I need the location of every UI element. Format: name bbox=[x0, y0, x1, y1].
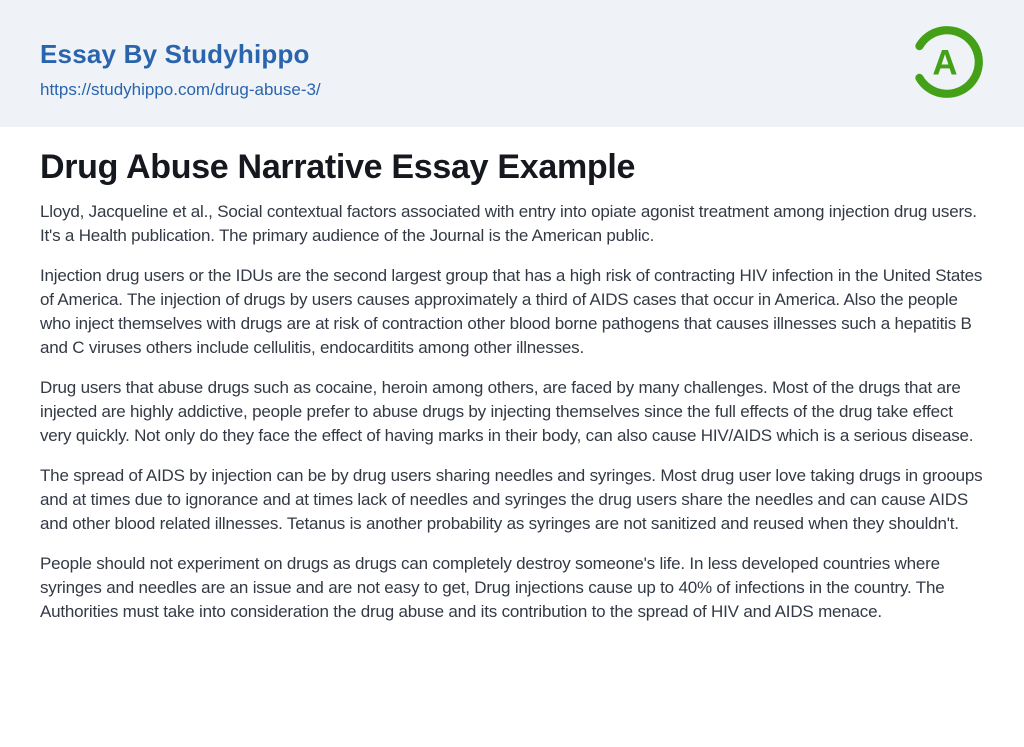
essay-paragraph: People should not experiment on drugs as drugs can completely destroy someone's life. In less developed countries where syringes and needles are an issue and are not easy to get, Drug injections cause up to 40% of infections in the country. The Authorities must take into consideration the drug abuse and its contribution to the spread of HIV and AIDS menace. bbox=[40, 554, 945, 622]
essay-paragraph: Injection drug users or the IDUs are the second largest group that has a high risk of contracting HIV infection in the United States of America. The injection of drugs by users causes approximately a third of AIDS cases that occur in America. Also the people who inject themselves with drugs are at risk of contraction other blood borne pathogens that causes illnesses such a hepatitis B and C viruses others include cellulitis, endocarditits among other illnesses. bbox=[40, 266, 983, 358]
studyhippo-logo-icon[interactable] bbox=[908, 23, 986, 101]
logo-letter: A bbox=[932, 43, 958, 83]
logo-svg bbox=[908, 23, 986, 101]
essay-title: Drug Abuse Narrative Essay Example bbox=[40, 148, 636, 186]
essay-body bbox=[40, 200, 984, 624]
essay-paragraph: The spread of AIDS by injection can be by drug users sharing needles and syringes. Most drug user love taking drugs in grooups and at times due to ignorance and at times lack of needles and syringes the drug users share the needles and can cause AIDS and other blood related illnesses. Tetanus is another probability as syringes are not sanitized and reused when they shouldn't. bbox=[40, 466, 983, 534]
essay-paragraph: Drug users that abuse drugs such as cocaine, heroin among others, are faced by many challenges. Most of the drugs that are injected are highly addictive, people prefer to abuse drugs by injecting themselves since the full effects of the drug take effect very quickly. Not only do they face the effect of having marks in their body, can also cause HIV/AIDS which is a serious disease. bbox=[40, 378, 974, 446]
header bbox=[0, 0, 1024, 127]
essay-content bbox=[0, 127, 1024, 624]
essay-paragraph: Lloyd, Jacqueline et al., Social contextual factors associated with entry into opiate agonist treatment among injection drug users. It's a Health publication. The primary audience of the Journal is the American public. bbox=[40, 202, 977, 246]
site-title: Essay By Studyhippo bbox=[40, 39, 310, 69]
page-url-link[interactable]: https://studyhippo.com/drug-abuse-3/ bbox=[40, 79, 321, 99]
header-text-block bbox=[40, 40, 984, 100]
